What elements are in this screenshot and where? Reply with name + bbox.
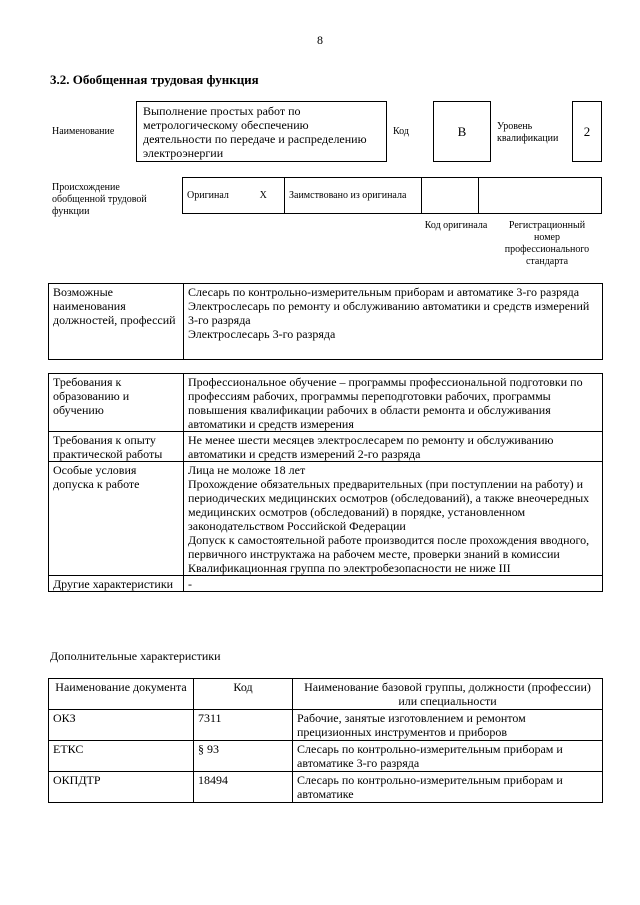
original-mark: X: [243, 178, 285, 214]
education-label: Требования к образованию и обучению: [49, 374, 184, 432]
level-box: 2: [572, 101, 602, 162]
table-row: [49, 772, 603, 803]
experience-value: Не менее шести месяцев электрослесарем по ремонту и обслуживанию автоматики и средств измерений 2-го разряда: [184, 432, 603, 462]
experience-label: Требования к опыту практической работы: [49, 432, 184, 462]
condition-item: Лица не моложе 18 лет: [188, 463, 306, 477]
other-value: -: [184, 576, 603, 592]
doc-cell: ОКПДТР: [49, 772, 194, 803]
origin-reg-caption: Регистрационный номер профессионального стандарта: [504, 220, 590, 267]
code-label: Код: [393, 126, 409, 137]
origin-table: [182, 177, 602, 214]
origin-label: Происхождение обобщенной трудовой функции: [52, 182, 147, 217]
name-cell: Рабочие, занятые изготовлением и ремонтом прецизионных инструментов и приборов: [293, 710, 603, 741]
table-row: [49, 741, 603, 772]
condition-item: Допуск к самостоятельной работе производится после прохождения вводного, первичного инструктажа на рабочем месте, проверки знаний в комиссии: [188, 533, 590, 561]
position-item: Слесарь по контрольно-измерительным приборам и автоматике 3-го разряда: [188, 285, 580, 299]
extra-table: [48, 678, 603, 803]
page-number: 8: [317, 33, 323, 47]
extra-header-doc: Наименование документа: [49, 679, 194, 710]
extra-header-code: Код: [194, 679, 293, 710]
conditions-list: [184, 462, 603, 576]
positions-table: [48, 283, 603, 360]
code-cell: 7311: [194, 710, 293, 741]
positions-label: Возможные наименования должностей, профессий: [49, 284, 184, 360]
function-name-box: Выполнение простых работ по метрологическому обеспечению деятельности по передаче и распределению электроэнергии: [136, 101, 387, 162]
code-cell: 18494: [194, 772, 293, 803]
section-title: 3.2. Обобщенная трудовая функция: [50, 72, 259, 87]
origin-code-caption: Код оригинала: [424, 220, 488, 231]
function-code-box: B: [433, 101, 491, 162]
original-cell: Оригинал: [183, 178, 243, 214]
origin-reg-cell: [479, 178, 602, 214]
name-cell: Слесарь по контрольно-измерительным приборам и автоматике 3-го разряда: [293, 741, 603, 772]
condition-item: Прохождение обязательных предварительных (при поступлении на работу) и периодических медицинских осмотров (обследований), а также внеочередных медицинских осмотров (обследований) в порядке, установленном законодательством Российской Федерации: [188, 477, 590, 533]
position-item: Электрослесарь 3-го разряда: [188, 327, 336, 341]
code-cell: § 93: [194, 741, 293, 772]
table-row: [49, 710, 603, 741]
doc-cell: ОКЗ: [49, 710, 194, 741]
condition-item: Квалификационная группа по электробезопасности не ниже III: [188, 561, 511, 575]
origin-code-cell: [422, 178, 479, 214]
borrowed-cell: Заимствовано из оригинала: [285, 178, 422, 214]
conditions-label: Особые условия допуска к работе: [49, 462, 184, 576]
level-label: Уровень квалификации: [497, 121, 559, 144]
other-label: Другие характеристики: [49, 576, 184, 592]
extra-header-name: Наименование базовой группы, должности (профессии) или специальности: [293, 679, 603, 710]
requirements-table: [48, 373, 603, 592]
extra-title: Дополнительные характеристики: [50, 649, 221, 663]
name-label: Наименование: [52, 126, 115, 137]
doc-cell: ЕТКС: [49, 741, 194, 772]
education-value: Профессиональное обучение – программы профессиональной подготовки по профессиям рабочих, программы переподготовки рабочих, программы повышения квалификации рабочих в области ремонта и обслуживания автоматики и средств измерения: [184, 374, 603, 432]
name-cell: Слесарь по контрольно-измерительным приборам и автоматике: [293, 772, 603, 803]
positions-list: [184, 284, 603, 360]
position-item: Электрослесарь по ремонту и обслуживанию автоматики и средств измерений 3-го разряда: [188, 299, 590, 327]
